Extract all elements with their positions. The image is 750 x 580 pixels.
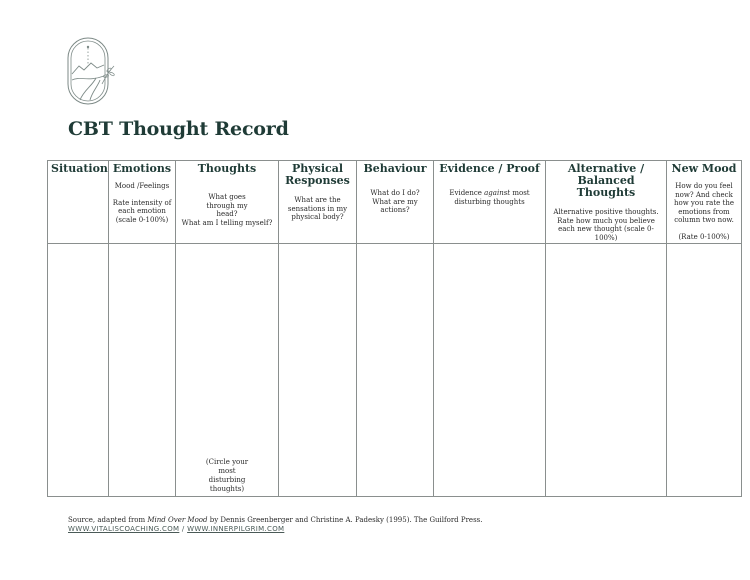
column-description: What are the sensations in my physical body? [287, 196, 348, 221]
source-citation: Source, adapted from Mind Over Mood by Dennis Greenberger and Christine A. Padesky (1995). The Guilford Press. [68, 516, 483, 524]
column-heading: New Mood [671, 162, 737, 175]
column-header-thoughts [176, 161, 279, 244]
column-description: Evidence against most disturbing thoughts [449, 189, 530, 206]
situation-entry-cell[interactable] [48, 244, 109, 497]
thought-record-table [47, 160, 742, 497]
column-heading: Thoughts [197, 162, 257, 175]
column-heading: Alternative / Balanced Thoughts [567, 162, 645, 199]
page-title: CBT Thought Record [68, 118, 289, 140]
table-header-row [48, 161, 742, 244]
column-heading: Emotions [112, 162, 172, 175]
column-description: Mood /Feelings Rate intensity of each emotion (scale 0-100%) [112, 182, 172, 224]
table-entry-row [48, 244, 742, 497]
column-header-physical-responses [279, 161, 357, 244]
column-heading: Evidence / Proof [439, 162, 540, 175]
footer-links [68, 525, 284, 533]
link-separator: / [181, 525, 185, 533]
vitalis-coaching-link[interactable]: WWW.VITALISCOACHING.COM [68, 525, 180, 533]
column-header-emotions [109, 161, 176, 244]
column-description: Alternative positive thoughts. Rate how much you believe each new thought (scale 0-100%) [553, 208, 659, 242]
column-description: What do I do? What are my actions? [370, 189, 420, 214]
new-mood-entry-cell[interactable] [667, 244, 742, 497]
column-header-alternative-balanced-thoughts [546, 161, 667, 244]
physical-responses-entry-cell[interactable] [279, 244, 357, 497]
landscape-arch-logo-icon [66, 36, 116, 106]
emotions-entry-cell[interactable] [109, 244, 176, 497]
column-description: How do you feel now? And check how you rate the emotions from column two now. (Rate 0-100%) [673, 182, 734, 241]
thoughts-entry-cell[interactable] [176, 244, 279, 497]
behaviour-entry-cell[interactable] [357, 244, 434, 497]
column-heading: Behaviour [363, 162, 427, 175]
column-header-new-mood [667, 161, 742, 244]
thoughts-note: (Circle your most disturbing thoughts) [205, 458, 249, 493]
inner-pilgrim-link[interactable]: WWW.INNERPILGRIM.COM [187, 525, 285, 533]
alternative-thoughts-entry-cell[interactable] [546, 244, 667, 497]
column-description: What goes through my head? What am I telling myself? [181, 193, 273, 227]
column-header-evidence-proof [434, 161, 546, 244]
column-header-situation [48, 161, 109, 244]
evidence-entry-cell[interactable] [434, 244, 546, 497]
column-header-behaviour [357, 161, 434, 244]
column-heading: Physical Responses [285, 162, 350, 187]
column-heading: Situation [51, 162, 108, 175]
